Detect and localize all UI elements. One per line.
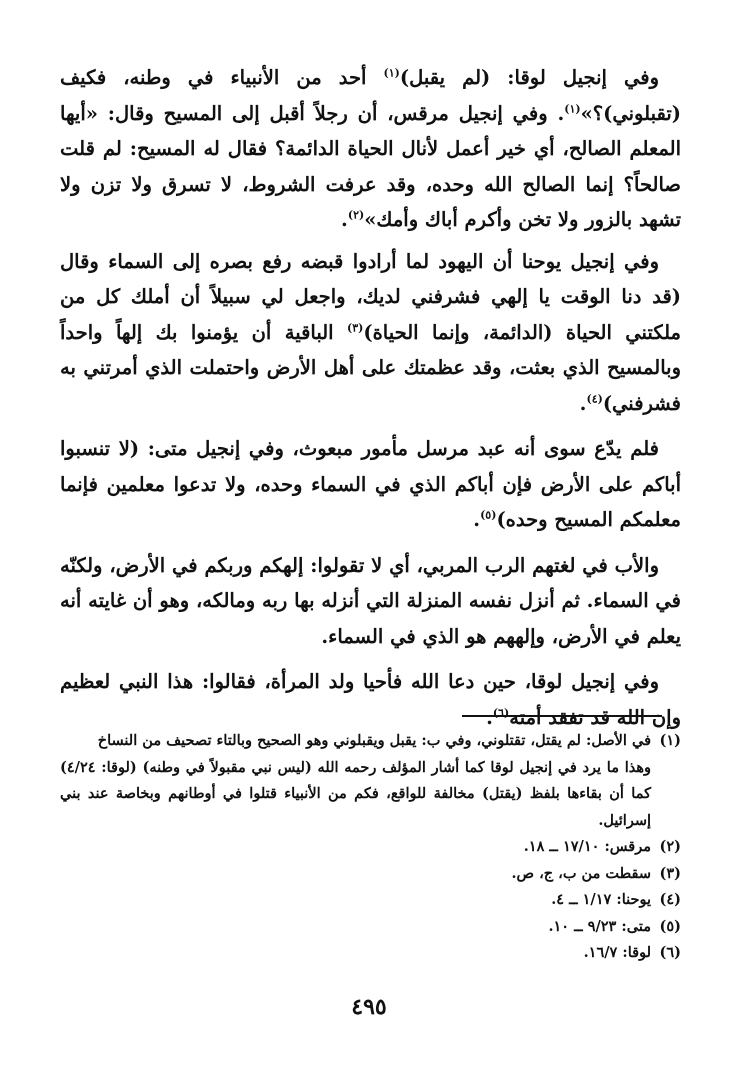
footnote-continuation: وهذا ما يرد في إنجيل لوقا كما أشار المؤلف رحمه الله (ليس نبي مقبولاً في وطنه) (لوقا: ٤/٢٤) كما أن بقاءها بلفظ (يقتل) مخالفة للواقع، فكم من الأنبياء قتلوا في أوطانهم وبخاصة عند بني إسرائيل. bbox=[60, 758, 651, 829]
paragraph-text: . bbox=[579, 391, 587, 415]
footnote-ref: (٢) bbox=[347, 208, 365, 222]
footnote-item bbox=[60, 861, 681, 888]
footnote-text: في الأصل: لم يقتل، تقتلوني، وفي ب: يقبل ويقبلوني وهو الصحيح وبالتاء تصحيف من النساخ bbox=[97, 732, 651, 749]
footnote-item bbox=[60, 834, 681, 861]
footnote-separator bbox=[462, 715, 662, 717]
footnote-number: (٣) bbox=[659, 864, 681, 882]
footnote-number: (١) bbox=[659, 732, 681, 749]
footnote-number: (٢) bbox=[659, 838, 681, 855]
main-text bbox=[60, 60, 681, 745]
footnote-ref: (٣) bbox=[346, 321, 364, 334]
paragraph-text: والأب في لغتهم الرب المربي، أي لا تقولوا: إلهكم وربكم في الأرض، ولكنّه في السماء. ثم أنزل نفسه المنزلة التي أنزله بها ربه ومالكه، وهو أن غايته أنه يعلم في الأرض، وإلههم هو الذي في السماء. bbox=[60, 553, 681, 648]
footnote-text: متى: ٩/٢٣ ــ ١٠. bbox=[548, 917, 651, 935]
paragraph-text: الباقية أن يؤمنوا بك إلهاً واحداً وبالمسيح الذي بعثت، وقد عظمتك على أهل الأرض واحتملت الذي أمرتني به فشرفني) bbox=[60, 320, 681, 415]
paragraph-text: وفي إنجيل لوقا، حين دعا الله فأحيا ولد المرأة، فقالوا: هذا النبي لعظيم وإن الله قد تفقد أمته bbox=[60, 670, 681, 729]
paragraph-text: فلم يدّع سوى أنه عبد مرسل مأمور مبعوث، وفي إنجيل متى: (لا تنسبوا أباكم على الأرض فإن أباكم الذي في السماء وحده، ولا تدعوا معلمين فإنما معلمكم المسيح وحده) bbox=[60, 437, 681, 531]
paragraph-text: . bbox=[486, 705, 493, 729]
footnote-text: لوقا: ١٦/٧. bbox=[583, 944, 651, 961]
footnote-number: (٤) bbox=[659, 891, 681, 908]
paragraph-matthew bbox=[60, 431, 681, 538]
footnote-ref: (٤) bbox=[586, 392, 603, 405]
footnote-number: (٥) bbox=[659, 917, 681, 935]
paragraph-luke-widow bbox=[60, 664, 681, 735]
footnote-ref: (٥) bbox=[480, 508, 497, 522]
paragraph-text: . bbox=[473, 508, 481, 531]
paragraph-luke-mark bbox=[60, 60, 681, 238]
footnote-text: يوحنا: ١/١٧ ــ ٤. bbox=[551, 891, 651, 908]
paragraph-text: أحد من الأنبياء في وطنه، فكيف (تقبلوني)؟» bbox=[60, 66, 681, 125]
footnote-ref: (١) bbox=[564, 102, 581, 115]
page-number: ٤٩٥ bbox=[351, 994, 387, 1020]
footnote-text: مرقس: ١٧/١٠ ــ ١٨. bbox=[523, 838, 651, 855]
paragraph-text: وفي إنجيل يوحنا أن اليهود لما أرادوا قبضه رفع بصره إلى السماء وقال (قد دنا الوقت يا إلهي فشرفني لديك، واجعل لي سبيلاً أن أملك كل من ملكتني الحياة (الدائمة، وإنما الحياة) bbox=[60, 249, 681, 344]
paragraph-father bbox=[60, 548, 681, 655]
footnote-item bbox=[60, 914, 681, 941]
footnote-item bbox=[60, 887, 681, 914]
paragraph-text: . bbox=[341, 208, 348, 231]
paragraph-text: وفي إنجيل لوقا: (لم يقبل) bbox=[399, 66, 659, 89]
footnote-item bbox=[60, 728, 681, 755]
footnote-item bbox=[60, 940, 681, 967]
footnote-number: (٦) bbox=[659, 944, 681, 961]
footnotes bbox=[60, 728, 681, 967]
paragraph-john bbox=[60, 244, 681, 422]
footnote-text: سقطت من ب، ج، ص. bbox=[511, 864, 651, 882]
paragraph-text: . وفي إنجيل مرقس، أن رجلاً أقبل إلى المسيح وقال: «أيها المعلم الصالح، أي خير أعمل لأنال الحياة الدائمة؟ فقال له المسيح: لم قلت صالحاً؟ إنما الصالح الله وحده، وقد عرفت الشروط، لا تسرق ولا تزن ولا تشهد بالزور ولا تخن وأكرم أباك وأمك» bbox=[60, 101, 681, 231]
footnote-ref: (١) bbox=[383, 66, 400, 80]
footnote-ref: (٦) bbox=[492, 706, 510, 719]
